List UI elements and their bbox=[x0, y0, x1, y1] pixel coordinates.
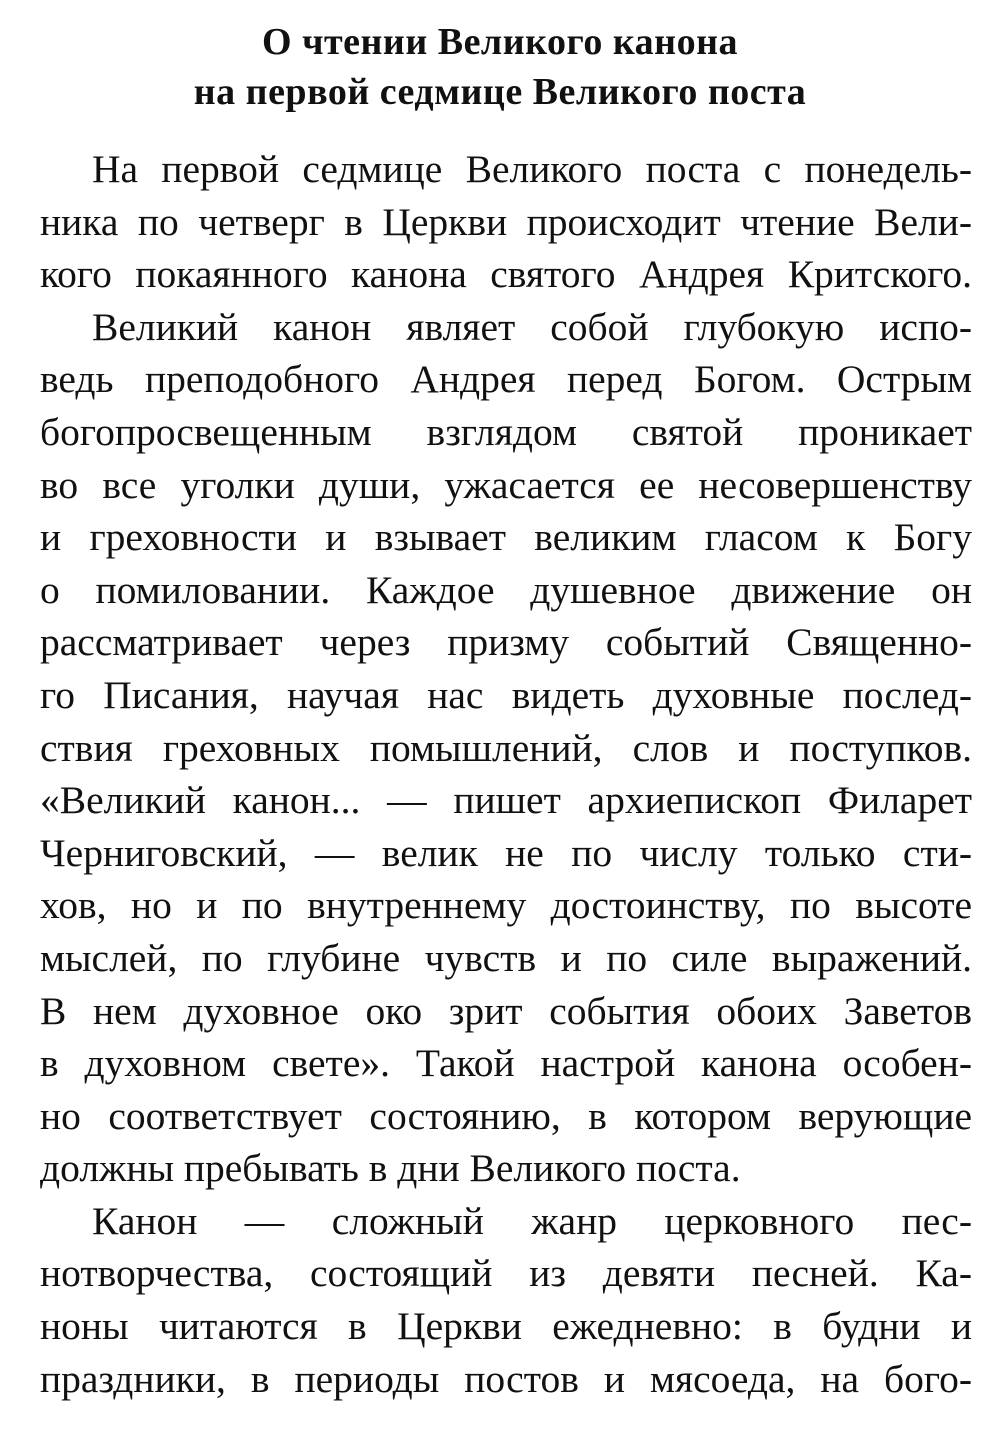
article-body bbox=[40, 143, 972, 1405]
text-line: ствия греховных помышлений, слов и поступков. bbox=[40, 725, 972, 770]
text-line: о помиловании. Каждое душевное движение он bbox=[40, 567, 972, 612]
text-line: праздники, в периоды постов и мясоеда, на бого- bbox=[40, 1356, 972, 1401]
text-line: ноны читаются в Церкви ежедневно: в будни и bbox=[40, 1304, 972, 1349]
text-line: Канон — сложный жанр церковного пес- bbox=[92, 1198, 972, 1243]
text-line: В нем духовное око зрит события обоих Заветов bbox=[40, 988, 972, 1033]
page-title-line-1: О чтении Великого канона bbox=[262, 21, 738, 63]
text-line: но соответствует состоянию, в котором верующие bbox=[40, 1093, 972, 1138]
text-line: го Писания, научая нас видеть духовные послед- bbox=[40, 672, 972, 717]
text-line: в духовном свете». Такой настрой канона особен- bbox=[40, 1041, 972, 1086]
text-line: рассматривает через призму событий Священно- bbox=[40, 620, 972, 665]
text-line: «Великий канон... — пишет архиепископ Филарет bbox=[40, 778, 972, 823]
text-line: во все уголки души, ужасается ее несовершенству bbox=[40, 462, 972, 507]
text-line: богопросвещенным взглядом святой проникает bbox=[40, 409, 972, 454]
text-line: На первой седмице Великого поста с понедель- bbox=[92, 147, 972, 191]
text-line: мыслей, по глубине чувств и по силе выражений. bbox=[40, 935, 972, 980]
text-line: хов, но и по внутреннему достоинству, по высоте bbox=[40, 883, 972, 928]
text-line: кого покаянного канона святого Андрея Критского. bbox=[40, 252, 972, 297]
text-line: и греховности и взывает великим гласом к Богу bbox=[40, 515, 972, 560]
text-line: ведь преподобного Андрея перед Богом. Острым bbox=[40, 357, 972, 402]
text-line: нотворчества, состоящий из девяти песней. Ка- bbox=[40, 1251, 972, 1296]
text-line: Великий канон являет собой глубокую испо- bbox=[92, 304, 972, 349]
text-line: ника по четверг в Церкви происходит чтение Вели- bbox=[40, 199, 972, 244]
text-line: Черниговский, — велик не по числу только сти- bbox=[40, 830, 972, 875]
text-line: должны пребывать в дни Великого поста. bbox=[40, 1146, 741, 1191]
page-title-line-2: на первой седмице Великого поста bbox=[193, 71, 807, 113]
